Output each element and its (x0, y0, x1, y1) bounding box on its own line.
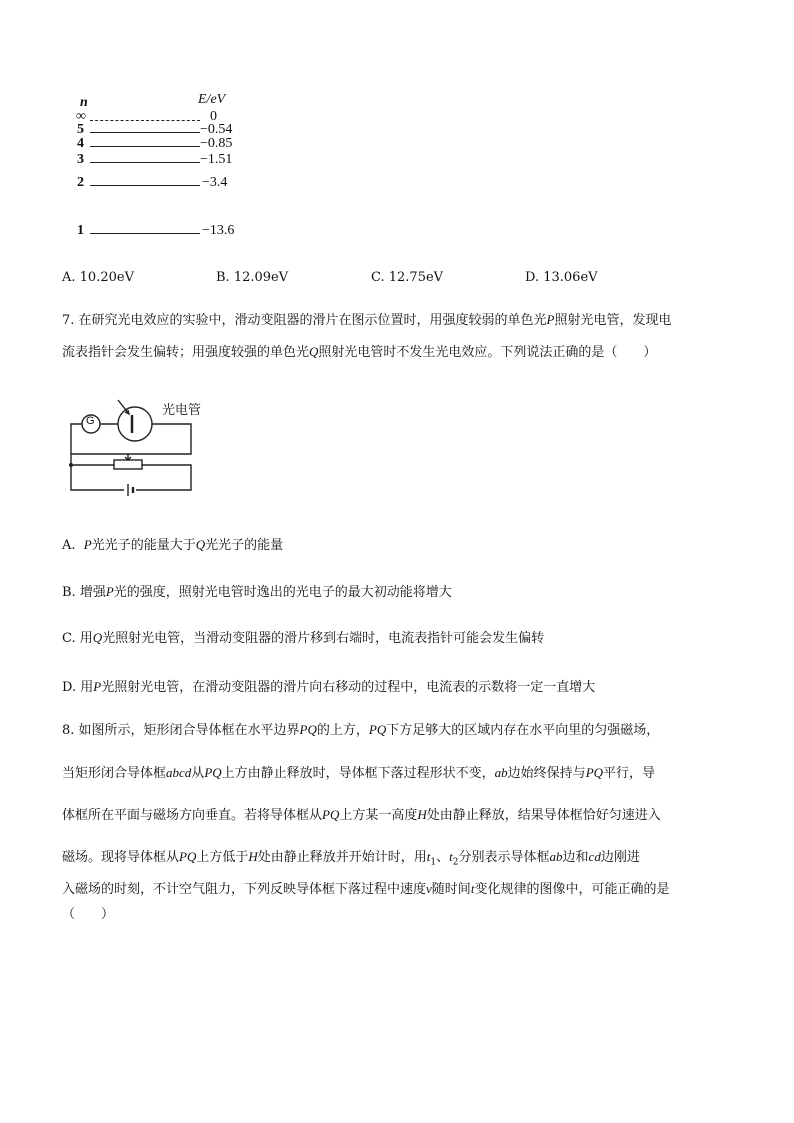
level-n-5: 5 (77, 122, 84, 137)
q8-answer-blank: （ ） (62, 907, 115, 922)
level-line-inf (90, 120, 200, 121)
q7-option-c: C. 用Q光照射光电管，当滑动变阻器的滑片移到右端时，电流表指针可能会发生偏转 (62, 630, 545, 646)
level-n-3: 3 (77, 152, 84, 167)
energy-axis-label: E/eV (198, 92, 226, 107)
q8-stem-line5: 入磁场的时刻，不计空气阻力，下列反映导体框下落过程中速度v随时间t变化规律的图像中，可能正确的是 (62, 881, 670, 897)
level-line-2 (90, 185, 200, 186)
level-energy-inf: 0 (210, 109, 217, 124)
level-n-1: 1 (77, 223, 84, 238)
photoelectric-circuit-diagram (66, 388, 226, 498)
level-line-4 (90, 146, 200, 147)
q8-stem-line3: 体框所在平面与磁场方向垂直。若将导体框从PQ上方某一高度H处由静止释放，结果导体框恰好匀速进入 (62, 807, 661, 823)
level-energy-5: −0.54 (200, 122, 233, 137)
q6-option-b: B. 12.09eV (216, 270, 289, 285)
q7-stem-line1: 7. 在研究光电效应的实验中，滑动变阻器的滑片在图示位置时，用强度较弱的单色光P照射光电管，发现电 (62, 312, 672, 328)
level-n-2: 2 (77, 175, 84, 190)
level-line-1 (90, 233, 200, 234)
level-n-inf: ∞ (76, 109, 86, 124)
q7-option-d: D. 用P光照射光电管，在滑动变阻器的滑片向右移动的过程中，电流表的示数将一定一直增大 (62, 679, 596, 695)
galvanometer-label: G (86, 415, 95, 427)
q7-stem-line2: 流表指针会发生偏转；用强度较强的单色光Q照射光电管时不发生光电效应。下列说法正确的是（ ） (62, 344, 657, 360)
q8-stem-line2: 当矩形闭合导体框abcd从PQ上方由静止释放时，导体框下落过程形状不变，ab边始终保持与PQ平行，导 (62, 765, 656, 781)
q8-stem-line1: 8. 如图所示，矩形闭合导体框在水平边界PQ的上方，PQ下方足够大的区域内存在水平向里的匀强磁场， (62, 722, 660, 738)
q6-option-c: C. 12.75eV (371, 270, 444, 285)
n-axis-label: n (80, 95, 88, 110)
wire-left (71, 424, 82, 466)
q8-stem-line4: 磁场。现将导体框从PQ上方低于H处由静止释放并开始计时，用$t_1$、$t_2$分别表示导体框ab边和cd边刚进 (62, 849, 640, 868)
level-energy-4: −0.85 (200, 136, 233, 151)
level-energy-2: −3.4 (202, 175, 228, 190)
energy-level-diagram (70, 92, 260, 252)
level-energy-3: −1.51 (200, 152, 233, 167)
level-line-5 (90, 132, 200, 133)
phototube-label: 光电管 (162, 403, 202, 418)
q7-option-a: A. P光光子的能量大于Q光光子的能量 (62, 537, 284, 553)
level-line-3 (90, 162, 200, 163)
level-energy-1: −13.6 (202, 223, 235, 238)
q6-option-a: A. 10.20eV (62, 270, 134, 285)
level-n-4: 4 (77, 136, 84, 151)
q7-option-b: B. 增强P光的强度，照射光电管时逸出的光电子的最大初动能将增大 (62, 584, 452, 600)
q6-option-d: D. 13.06eV (525, 270, 598, 285)
